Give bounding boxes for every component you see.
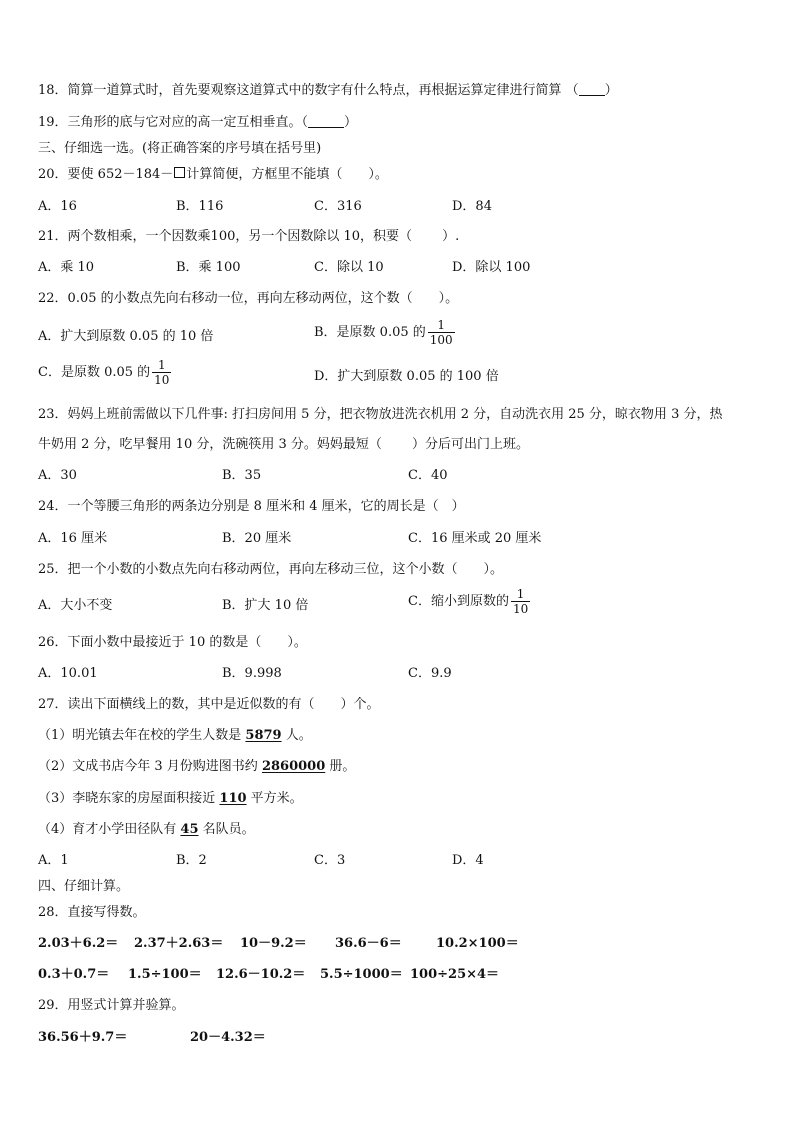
fraction: $\frac{1}{10}$ (512, 587, 529, 616)
question-28: 28．直接写得数。 (38, 905, 146, 920)
calc-item: 10.2×100＝ (436, 936, 519, 951)
q20-option-d[interactable]: D．84 (452, 199, 492, 214)
q27-item-2: （2）文成书店今年 3 月份购进图书约 2860000 册。 (38, 759, 356, 774)
q20-option-c[interactable]: C．316 (314, 199, 362, 214)
q27-item-4: （4）育才小学田径队有 45 名队员。 (38, 822, 255, 837)
q22-option-d[interactable]: D．扩大到原数 0.05 的 100 倍 (314, 369, 499, 384)
question-18: 18．简算一道算式时，首先要观察这道算式中的数字有什么特点，再根据运算定律进行简算 （ ） (38, 83, 618, 98)
calc-item: 20－4.32＝ (190, 1030, 266, 1045)
section-heading-4: 四、仔细计算。 (38, 879, 130, 894)
calc-item: 10－9.2＝ (240, 936, 307, 951)
calc-item: 1.5÷100＝ (128, 967, 202, 982)
question-26: 26．下面小数中最接近于 10 的数是（ ）。 (38, 635, 307, 650)
q21-option-c[interactable]: C．除以 10 (314, 260, 384, 275)
calc-item: 2.37＋2.63＝ (134, 936, 224, 951)
question-29: 29．用竖式计算并验算。 (38, 998, 185, 1013)
q20-option-a[interactable]: A．16 (38, 199, 77, 214)
q25-option-a[interactable]: A．大小不变 (38, 598, 113, 613)
q27-option-d[interactable]: D．4 (452, 853, 484, 868)
question-21: 21．两个数相乘，一个因数乘100，另一个因数除以 10，积要（ ）. (38, 229, 460, 244)
q21-option-b[interactable]: B．乘 100 (176, 260, 241, 275)
calc-item: 5.5÷1000＝ (320, 967, 403, 982)
answer-blank[interactable] (579, 82, 605, 96)
question-23-line-1: 23．妈妈上班前需做以下几件事: 打扫房间用 5 分，把衣物放进洗衣机用 2 分，自动洗衣用 25 分，晾衣物用 3 分，热 (38, 407, 723, 422)
q27-option-c[interactable]: C．3 (314, 853, 346, 868)
answer-blank[interactable] (308, 114, 344, 128)
calc-item: 36.56＋9.7＝ (38, 1030, 128, 1045)
q21-option-a[interactable]: A．乘 10 (38, 260, 95, 275)
q22-option-c[interactable]: C．是原数 0.05 的 $\frac{1}{10}$ (38, 358, 170, 387)
question-19: 19．三角形的底与它对应的高一定互相垂直。（ ） (38, 115, 358, 130)
q23-option-b[interactable]: B．35 (222, 468, 262, 483)
q24-option-c[interactable]: C．16 厘米或 20 厘米 (408, 531, 542, 546)
q27-option-b[interactable]: B．2 (176, 853, 207, 868)
q25-option-b[interactable]: B．扩大 10 倍 (222, 598, 309, 613)
q25-option-c[interactable]: C．缩小到原数的 $\frac{1}{10}$ (408, 587, 529, 616)
q27-item-3: （3）李晓东家的房屋面积接近 110 平方米。 (38, 791, 303, 806)
question-24: 24．一个等腰三角形的两条边分别是 8 厘米和 4 厘米，它的周长是（ ） (38, 499, 465, 514)
question-27: 27．读出下面横线上的数，其中是近似数的有（ ）个。 (38, 697, 380, 712)
q26-option-c[interactable]: C．9.9 (408, 666, 452, 681)
calc-item: 36.6－6＝ (335, 936, 402, 951)
fraction: $\frac{1}{100}$ (429, 318, 453, 347)
question-25: 25．把一个小数的小数点先向右移动两位，再向左移动三位，这个小数（ ）。 (38, 562, 504, 577)
q22-option-a[interactable]: A．扩大到原数 0.05 的 10 倍 (38, 329, 214, 344)
q27-item-1: （1）明光镇去年在校的学生人数是 5879 人。 (38, 728, 312, 743)
calc-item: 100÷25×4＝ (410, 967, 500, 982)
q22-option-b[interactable]: B．是原数 0.05 的 $\frac{1}{100}$ (314, 318, 453, 347)
calc-item: 2.03＋6.2＝ (38, 936, 119, 951)
fraction: $\frac{1}{10}$ (154, 358, 170, 387)
q26-option-a[interactable]: A．10.01 (38, 666, 98, 681)
q24-option-b[interactable]: B．20 厘米 (222, 531, 292, 546)
question-23-line-2: 牛奶用 2 分，吃早餐用 10 分，洗碗筷用 3 分。妈妈最短（ ）分后可出门上班。 (38, 437, 530, 452)
q21-option-d[interactable]: D．除以 100 (452, 260, 531, 275)
calc-item: 0.3＋0.7＝ (38, 967, 110, 982)
q24-option-a[interactable]: A．16 厘米 (38, 531, 108, 546)
q20-option-b[interactable]: B．116 (176, 199, 224, 214)
q27-option-a[interactable]: A．1 (38, 853, 69, 868)
square-box-icon (174, 167, 185, 178)
q26-option-b[interactable]: B．9.998 (222, 666, 282, 681)
question-22: 22．0.05 的小数点先向右移动一位，再向左移动两位，这个数（ ）。 (38, 291, 459, 306)
calc-item: 12.6－10.2＝ (216, 967, 306, 982)
section-heading-3: 三、仔细选一选。(将正确答案的序号填在括号里) (38, 141, 322, 156)
q23-option-c[interactable]: C．40 (408, 468, 448, 483)
question-20: 20．要使 652－184－ 计算简便，方框里不能填（ ）。 (38, 167, 388, 182)
q23-option-a[interactable]: A．30 (38, 468, 77, 483)
